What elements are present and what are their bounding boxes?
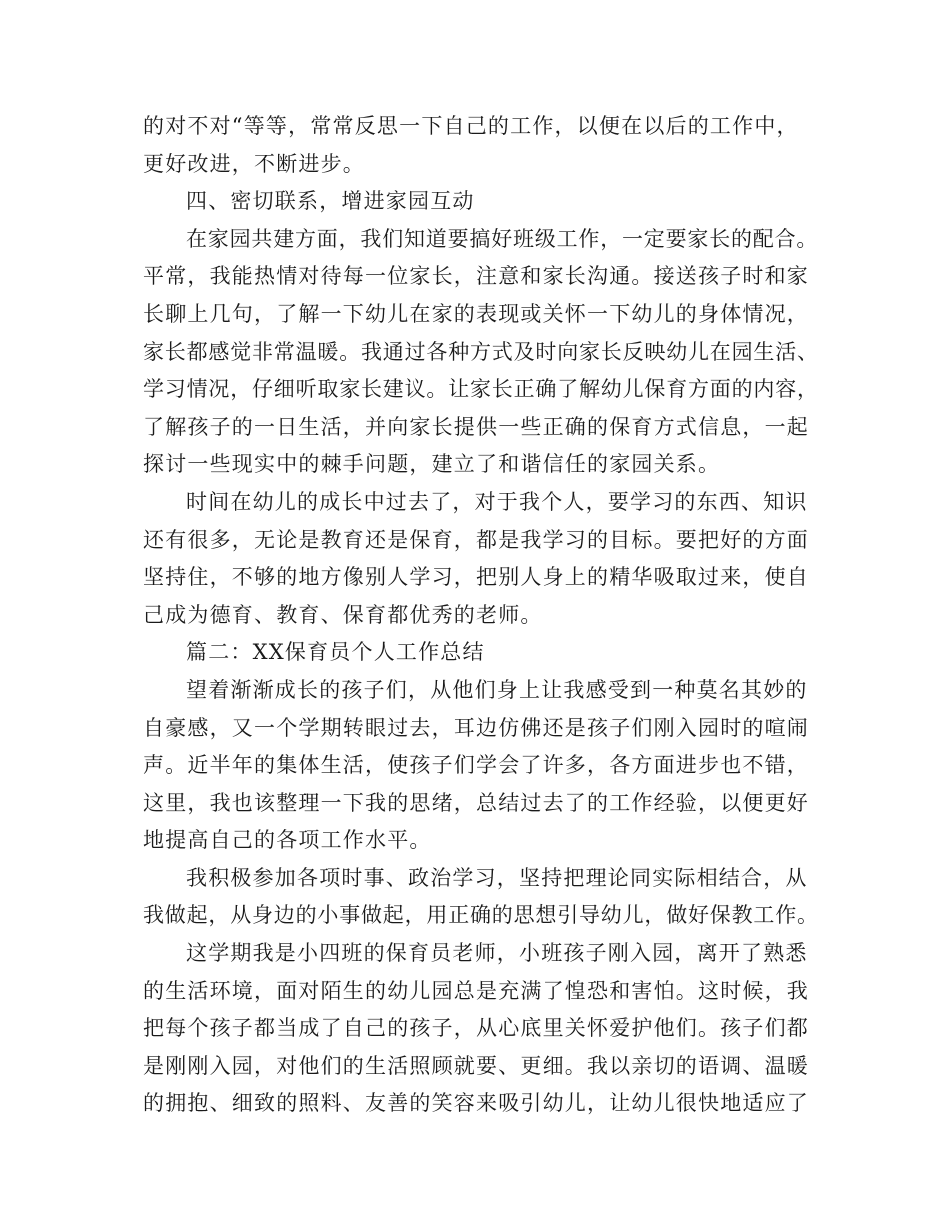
text-line: 的对不对“等等，常常反思一下自己的工作，以便在以后的工作中， — [143, 114, 799, 138]
text-line: 篇二：XX保育员个人工作总结 — [186, 640, 485, 665]
text-line: 这学期我是小四班的保育员老师，小班孩子刚入园，离开了熟悉 — [186, 941, 808, 966]
text-line: 还有很多，无论是教育还是保育，都是我学习的目标。要把好的方面 — [143, 527, 809, 552]
text-line: 长聊上几句，了解一下幼儿在家的表现或关怀一下幼儿的身体情况， — [143, 301, 809, 326]
text-line: 了解孩子的一日生活，并向家长提供一些正确的保育方式信息，一起 — [143, 414, 809, 439]
document-body — [143, 108, 823, 1123]
text-line: 四、密切联系，增进家园互动 — [186, 189, 475, 214]
text-line: 是刚刚入园，对他们的生活照顾就要、更细。我以亲切的语调、温暖 — [143, 1053, 809, 1078]
text-line: 声。近半年的集体生活，使孩子们学会了许多，各方面进步也不错， — [143, 753, 809, 778]
text-line: 自豪感，又一个学期转眼过去，耳边仿佛还是孩子们刚入园时的喧闹 — [143, 715, 809, 740]
text-line: 坚持住，不够的地方像别人学习，把别人身上的精华吸取过来，使自 — [143, 565, 809, 590]
text-line: 的拥抱、细致的照料、友善的笑容来吸引幼儿，让幼儿很快地适应了 — [143, 1091, 809, 1116]
text-line: 平常，我能热情对待每一位家长，注意和家长沟通。接送孩子时和家 — [143, 264, 809, 289]
text-line: 望着渐渐成长的孩子们，从他们身上让我感受到一种莫名其妙的 — [186, 677, 808, 702]
text-line: 己成为德育、教育、保育都优秀的老师。 — [143, 602, 543, 627]
text-line: 这里，我也该整理一下我的思绪，总结过去了的工作经验，以便更好 — [143, 790, 809, 815]
text-line: 更好改进，不断进步。 — [143, 151, 365, 176]
text-line: 时间在幼儿的成长中过去了，对于我个人，要学习的东西、知识 — [186, 489, 808, 514]
text-line: 家长都感觉非常温暖。我通过各种方式及时向家长反映幼儿在园生活、 — [143, 339, 819, 364]
text-line: 地提高自己的各项工作水平。 — [143, 828, 432, 853]
text-line: 探讨一些现实中的棘手问题，建立了和谐信任的家园关系。 — [143, 452, 721, 477]
text-line: 的生活环境，面对陌生的幼儿园总是充满了惶恐和害怕。这时候，我 — [143, 978, 809, 1003]
text-line: 我积极参加各项时事、政治学习，坚持把理论同实际相结合，从 — [186, 865, 808, 890]
text-line: 学习情况，仔细听取家长建议。让家长正确了解幼儿保育方面的内容， — [143, 377, 819, 402]
text-line: 我做起，从身边的小事做起，用正确的思想引导幼儿，做好保教工作。 — [143, 903, 819, 928]
text-line: 把每个孩子都当成了自己的孩子，从心底里关怀爱护他们。孩子们都 — [143, 1016, 809, 1041]
text-line: 在家园共建方面，我们知道要搞好班级工作，一定要家长的配合。 — [186, 226, 819, 251]
